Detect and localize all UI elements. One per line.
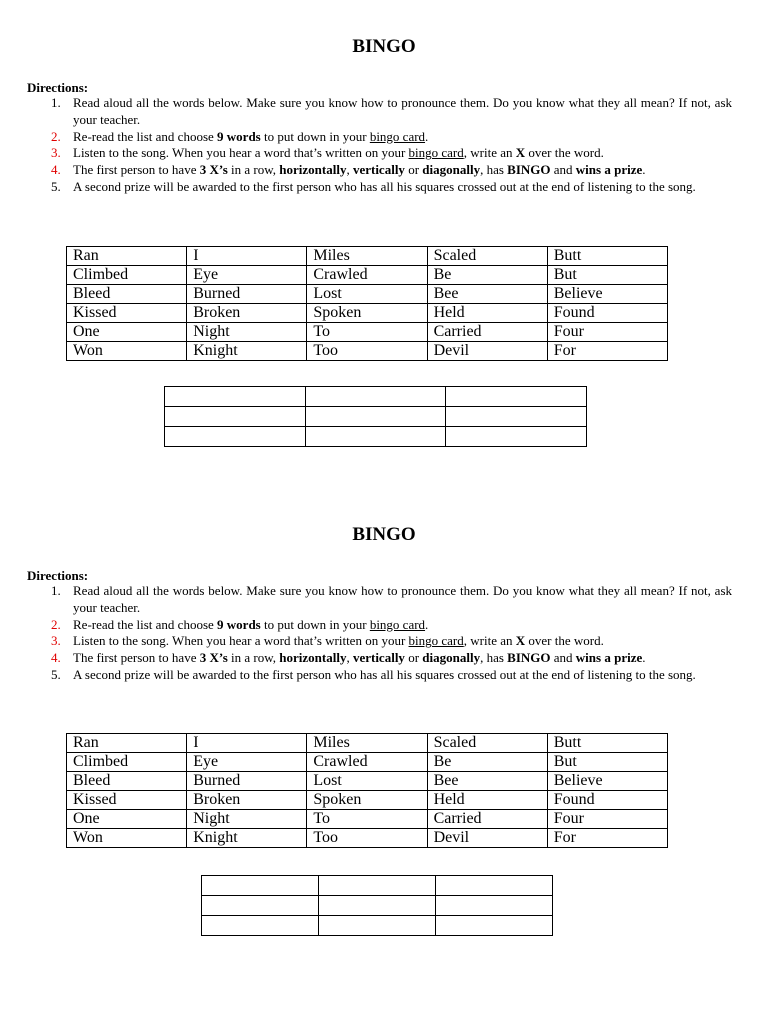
direction-step-2 bbox=[51, 616, 732, 634]
word-list-table bbox=[66, 733, 668, 848]
bingo-section-1 bbox=[0, 36, 768, 359]
word-cell: For bbox=[547, 829, 667, 848]
table-row bbox=[67, 810, 668, 829]
step-underline: bingo card bbox=[369, 616, 426, 632]
step-text: The first person to have bbox=[73, 162, 200, 178]
word-cell: To bbox=[307, 810, 427, 829]
direction-step-3 bbox=[51, 633, 732, 650]
direction-step-5 bbox=[51, 178, 732, 196]
step-emphasis: 9 words bbox=[217, 128, 261, 144]
word-cell: Butt bbox=[547, 734, 667, 753]
word-cell: Carried bbox=[427, 323, 547, 342]
table-row bbox=[202, 896, 553, 916]
table-row bbox=[67, 772, 668, 791]
word-cell: But bbox=[547, 753, 667, 772]
step-emphasis: vertically bbox=[352, 162, 405, 178]
word-cell: I bbox=[187, 734, 307, 753]
word-cell: Found bbox=[547, 791, 667, 810]
step-emphasis: diagonally bbox=[422, 650, 481, 666]
direction-step-1 bbox=[51, 583, 732, 617]
table-row bbox=[67, 734, 668, 753]
direction-step-2 bbox=[51, 128, 732, 146]
word-cell: Climbed bbox=[67, 753, 187, 772]
step-text: A second prize will be awarded to the first person who has all his squares crossed out at the end of listening to the song. bbox=[73, 666, 696, 682]
step-emphasis: X bbox=[515, 633, 526, 649]
table-row bbox=[67, 342, 668, 361]
step-text: or bbox=[404, 650, 423, 666]
step-emphasis: wins a prize bbox=[575, 650, 643, 666]
word-cell: Night bbox=[187, 323, 307, 342]
step-text: . bbox=[425, 616, 429, 632]
word-cell: Broken bbox=[187, 791, 307, 810]
bingo-square bbox=[446, 407, 587, 427]
word-cell: Bleed bbox=[67, 772, 187, 791]
word-cell: Held bbox=[427, 791, 547, 810]
bingo-square bbox=[202, 896, 319, 916]
step-text: Re-read the list and choose bbox=[73, 616, 218, 632]
word-cell: But bbox=[547, 266, 667, 285]
table-row bbox=[165, 427, 587, 447]
bingo-square bbox=[446, 427, 587, 447]
word-cell: Scaled bbox=[427, 734, 547, 753]
step-emphasis: X bbox=[515, 145, 526, 161]
step-text: . bbox=[642, 650, 646, 666]
word-cell: Believe bbox=[547, 772, 667, 791]
word-cell: Four bbox=[547, 323, 667, 342]
word-cell: Too bbox=[307, 829, 427, 848]
step-text: Listen to the song. When you hear a word that’s written on your bbox=[73, 145, 409, 161]
step-text: Read aloud all the words below. Make sure you know how to pronounce them. Do you know what they all mean? If not, ask your teacher. bbox=[73, 95, 732, 127]
step-emphasis: 3 X’s bbox=[199, 650, 228, 666]
step-text: . bbox=[642, 162, 646, 178]
step-emphasis: BINGO bbox=[507, 162, 551, 178]
table-row bbox=[67, 304, 668, 323]
word-list-table bbox=[66, 246, 668, 361]
step-number: 4. bbox=[51, 162, 61, 178]
step-text: to put down in your bbox=[260, 616, 370, 632]
step-text: and bbox=[550, 162, 576, 178]
bingo-square bbox=[436, 896, 553, 916]
word-cell: Climbed bbox=[67, 266, 187, 285]
step-number: 5. bbox=[51, 666, 61, 682]
bingo-square bbox=[202, 876, 319, 896]
step-text: over the word. bbox=[525, 145, 604, 161]
word-cell: Kissed bbox=[67, 791, 187, 810]
step-text: and bbox=[550, 650, 576, 666]
directions-label: Directions: bbox=[27, 80, 89, 95]
step-text: , write an bbox=[463, 145, 516, 161]
word-cell: Bleed bbox=[67, 285, 187, 304]
direction-step-5 bbox=[51, 666, 732, 684]
word-cell: Scaled bbox=[427, 247, 547, 266]
word-cell: Eye bbox=[187, 753, 307, 772]
section-title: BINGO bbox=[352, 524, 416, 545]
word-cell: Ran bbox=[67, 247, 187, 266]
bingo-card-grid bbox=[164, 386, 587, 447]
step-number: 1. bbox=[51, 95, 61, 110]
word-cell: Butt bbox=[547, 247, 667, 266]
section-title: BINGO bbox=[352, 36, 416, 57]
word-cell: Broken bbox=[187, 304, 307, 323]
step-text: over the word. bbox=[525, 633, 604, 649]
word-cell: Ran bbox=[67, 734, 187, 753]
directions-list bbox=[51, 95, 732, 196]
step-emphasis: horizontally bbox=[279, 162, 347, 178]
bingo-card-grid bbox=[201, 875, 553, 936]
step-text: to put down in your bbox=[260, 128, 370, 144]
step-emphasis: wins a prize bbox=[575, 162, 643, 178]
word-cell: Believe bbox=[547, 285, 667, 304]
step-text: , has bbox=[480, 650, 508, 666]
bingo-square bbox=[319, 916, 436, 936]
step-number: 4. bbox=[51, 650, 61, 666]
word-cell: Spoken bbox=[307, 791, 427, 810]
step-text: or bbox=[404, 162, 423, 178]
direction-step-1 bbox=[51, 95, 732, 129]
word-cell: Miles bbox=[307, 734, 427, 753]
step-underline: bingo card bbox=[408, 633, 464, 649]
word-cell: Lost bbox=[307, 772, 427, 791]
step-text: Re-read the list and choose bbox=[73, 128, 218, 144]
step-text: , bbox=[346, 650, 353, 666]
bingo-square bbox=[305, 427, 446, 447]
word-cell: Kissed bbox=[67, 304, 187, 323]
word-cell: Spoken bbox=[307, 304, 427, 323]
bingo-square bbox=[202, 916, 319, 936]
word-cell: One bbox=[67, 323, 187, 342]
word-cell: Too bbox=[307, 342, 427, 361]
word-cell: Won bbox=[67, 342, 187, 361]
bingo-square bbox=[165, 387, 306, 407]
word-cell: Devil bbox=[427, 829, 547, 848]
word-cell: Crawled bbox=[307, 266, 427, 285]
bingo-square bbox=[319, 876, 436, 896]
bingo-square bbox=[319, 896, 436, 916]
direction-step-3 bbox=[51, 145, 732, 162]
word-cell: Burned bbox=[187, 772, 307, 791]
table-row bbox=[67, 753, 668, 772]
bingo-square bbox=[305, 407, 446, 427]
word-cell: Knight bbox=[187, 342, 307, 361]
step-underline: bingo card bbox=[408, 145, 464, 161]
word-cell: Four bbox=[547, 810, 667, 829]
table-row bbox=[67, 266, 668, 285]
direction-step-4 bbox=[51, 650, 732, 667]
word-cell: Night bbox=[187, 810, 307, 829]
direction-step-4 bbox=[51, 162, 732, 179]
word-cell: Be bbox=[427, 753, 547, 772]
step-emphasis: vertically bbox=[352, 650, 405, 666]
step-number: 3. bbox=[51, 145, 61, 161]
step-text: Listen to the song. When you hear a word that’s written on your bbox=[73, 633, 409, 649]
step-text: , write an bbox=[463, 633, 516, 649]
bingo-square bbox=[436, 916, 553, 936]
word-cell: One bbox=[67, 810, 187, 829]
bingo-square bbox=[436, 876, 553, 896]
word-cell: Be bbox=[427, 266, 547, 285]
table-row bbox=[202, 916, 553, 936]
bingo-square bbox=[446, 387, 587, 407]
step-emphasis: horizontally bbox=[279, 650, 347, 666]
step-emphasis: 3 X’s bbox=[199, 162, 228, 178]
step-text: A second prize will be awarded to the first person who has all his squares crossed out at the end of listening to the song. bbox=[73, 178, 696, 194]
word-cell: Held bbox=[427, 304, 547, 323]
word-cell: Carried bbox=[427, 810, 547, 829]
word-cell: Miles bbox=[307, 247, 427, 266]
word-cell: Won bbox=[67, 829, 187, 848]
step-underline: bingo card bbox=[369, 128, 426, 144]
table-row bbox=[202, 876, 553, 896]
table-row bbox=[67, 247, 668, 266]
table-row bbox=[67, 791, 668, 810]
step-number: 1. bbox=[51, 583, 61, 598]
word-cell: Bee bbox=[427, 772, 547, 791]
word-cell: Knight bbox=[187, 829, 307, 848]
step-emphasis: diagonally bbox=[422, 162, 481, 178]
step-text: in a row, bbox=[227, 162, 280, 178]
word-cell: Crawled bbox=[307, 753, 427, 772]
step-text: Read aloud all the words below. Make sure you know how to pronounce them. Do you know what they all mean? If not, ask your teacher. bbox=[73, 583, 732, 615]
step-number: 2. bbox=[51, 128, 61, 144]
directions-list bbox=[51, 583, 732, 684]
word-cell: Lost bbox=[307, 285, 427, 304]
table-row bbox=[67, 323, 668, 342]
word-cell: Eye bbox=[187, 266, 307, 285]
table-row bbox=[165, 387, 587, 407]
bingo-square bbox=[305, 387, 446, 407]
step-number: 5. bbox=[51, 178, 61, 194]
word-cell: To bbox=[307, 323, 427, 342]
step-text: , bbox=[346, 162, 353, 178]
step-number: 2. bbox=[51, 616, 61, 632]
word-cell: For bbox=[547, 342, 667, 361]
directions-label: Directions: bbox=[27, 568, 89, 583]
table-row bbox=[67, 829, 668, 848]
step-emphasis: 9 words bbox=[217, 616, 261, 632]
step-text: in a row, bbox=[227, 650, 280, 666]
step-number: 3. bbox=[51, 633, 61, 649]
word-cell: Devil bbox=[427, 342, 547, 361]
word-cell: Found bbox=[547, 304, 667, 323]
step-text: The first person to have bbox=[73, 650, 200, 666]
table-row bbox=[165, 407, 587, 427]
bingo-square bbox=[165, 427, 306, 447]
step-text: . bbox=[425, 128, 429, 144]
step-emphasis: BINGO bbox=[507, 650, 551, 666]
table-row bbox=[67, 285, 668, 304]
word-cell: Burned bbox=[187, 285, 307, 304]
step-text: , has bbox=[480, 162, 508, 178]
word-cell: I bbox=[187, 247, 307, 266]
bingo-section-2 bbox=[0, 524, 768, 846]
bingo-square bbox=[165, 407, 306, 427]
word-cell: Bee bbox=[427, 285, 547, 304]
